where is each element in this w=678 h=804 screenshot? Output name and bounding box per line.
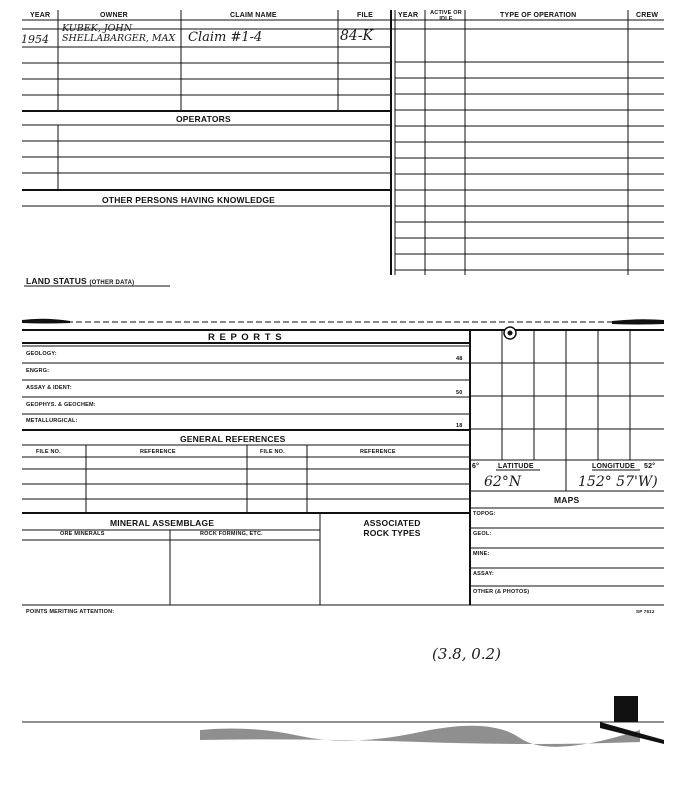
general-references-title: GENERAL REFERENCES (180, 434, 286, 444)
latitude-value: 62°N (484, 474, 522, 490)
map-other-label: OTHER (& PHOTOS) (473, 589, 530, 595)
latitude-label: LATITUDE (498, 463, 534, 470)
entry-file: 84-K (340, 28, 374, 44)
map-topog-label: TOPOG: (473, 511, 496, 517)
report-metallurgical-label: METALLURGICAL: (26, 418, 78, 424)
report-geology-num: 48 (456, 356, 463, 362)
lat-prefix-value: 6 (472, 463, 477, 470)
col-reference: REFERENCE (140, 449, 176, 455)
entry-year: 1954 (21, 33, 49, 46)
map-assay-label: ASSAY: (473, 571, 495, 577)
coordinates-note: (3.8, 0.2) (432, 645, 501, 663)
col-file-no-2: FILE NO. (260, 449, 285, 455)
report-assay-label: ASSAY & IDENT: (26, 385, 72, 391)
entry-owner-line1: KUBEK, JOHN (62, 23, 133, 34)
rock-forming-label: ROCK FORMING, ETC. (200, 531, 263, 537)
reports-title: R E P O R T S (208, 332, 283, 343)
longitude-value: 152° 57'W) (578, 474, 658, 490)
header-year-2: YEAR (398, 12, 419, 19)
map-mine-label: MINE: (473, 551, 490, 557)
col-reference-2: REFERENCE (360, 449, 396, 455)
other-persons-label: OTHER PERSONS HAVING KNOWLEDGE (102, 195, 276, 205)
map-geol-label: GEOL: (473, 531, 492, 537)
longitude-label: LONGITUDE (592, 463, 636, 470)
mineral-assemblage-title: MINERAL ASSEMBLAGE (110, 518, 215, 528)
report-assay-num: 50 (456, 390, 463, 396)
points-meriting-attention: POINTS MERITING ATTENTION: (26, 609, 115, 615)
header-owner: OWNER (100, 12, 128, 19)
header-year: YEAR (30, 12, 51, 19)
long-suffix-value: 52 (644, 463, 653, 470)
header-type-of-operation: TYPE OF OPERATION (500, 12, 577, 19)
long-suffix-digits: 52° (644, 463, 656, 470)
maps-title: MAPS (554, 495, 580, 505)
form-code: SP 7512 (636, 609, 655, 614)
land-status-label (26, 276, 134, 286)
report-geophys-label: GEOPHYS. & GEOCHEM: (26, 402, 96, 408)
report-metallurgical-num: 18 (456, 423, 463, 429)
lat-prefix-digit: 6° (472, 463, 480, 470)
ore-minerals-label: ORE MINERALS (60, 531, 105, 537)
entry-owner-line2: SHELLABARGER, MAX (62, 33, 176, 44)
land-status-sub: (OTHER DATA) (89, 280, 135, 286)
report-engrg-label: ENGRG: (26, 368, 50, 374)
header-claim-name: CLAIM NAME (230, 12, 277, 19)
col-file-no: FILE NO. (36, 449, 61, 455)
header-active-or-idle: ACTIVE OR IDLE (430, 10, 462, 22)
associated-rock-types-label: ASSOCIATED ROCK TYPES (363, 518, 421, 538)
report-geology-label: GEOLOGY: (26, 351, 57, 357)
land-status-title: LAND STATUS (26, 276, 87, 286)
header-crew: CREW (636, 12, 659, 19)
entry-claim-name: Claim #1-4 (188, 30, 263, 45)
operators-label: OPERATORS (176, 114, 231, 124)
header-file: FILE (357, 12, 373, 19)
